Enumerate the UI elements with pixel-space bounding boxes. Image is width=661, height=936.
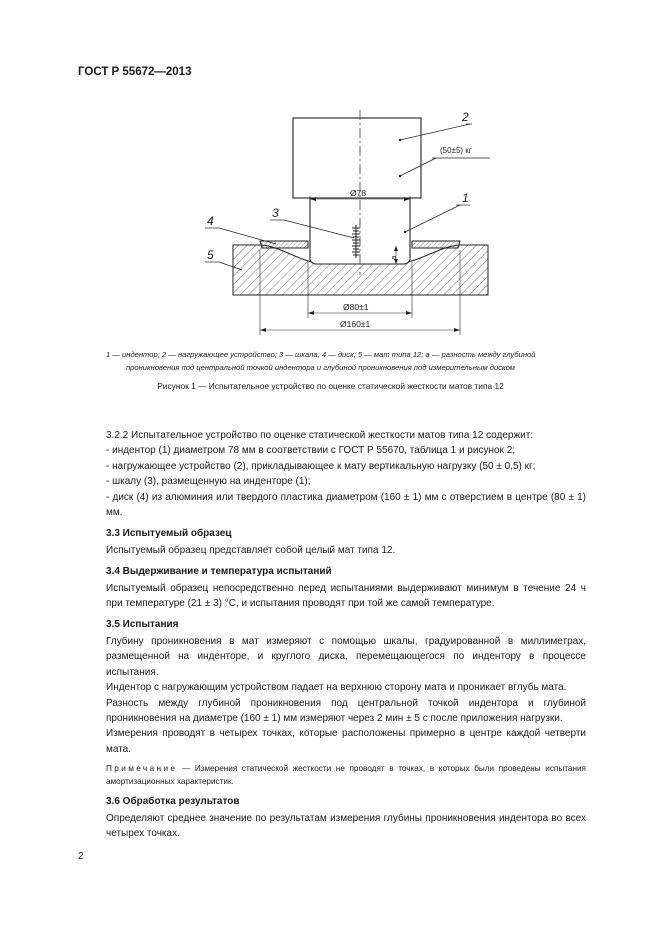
para-3-5-a: Глубину проникновения в мат измеряют с помощью шкалы, градуированной в миллиметрах, размещенной на инденторе, и круглого диска, перемещающегося по индентору в процессе испытания. [106, 635, 586, 678]
note-text: — Измерения статической жесткости не проводят в точках, в которых были проведены испытания амортизационных характеристик. [106, 764, 586, 787]
dim-d80: Ø80±1 [343, 302, 369, 312]
figure-caption: Рисунок 1 — Испытательное устройство по оценке статической жесткости матов типа 12 [157, 381, 504, 391]
heading-3-6: 3.6 Обработка результатов [106, 796, 240, 808]
list-item-scale: - шкалу (3), размещенную на инденторе (1); [106, 476, 311, 488]
disk-left [260, 241, 308, 248]
note [106, 762, 586, 788]
test-device-figure [0, 0, 661, 340]
heading-3-3: 3.3 Испытуемый образец [106, 528, 232, 540]
para-3-6: Определяют среднее значение по результатам измерения глубины проникновения индентора во всех четырех точках. [106, 812, 586, 839]
page-number: 2 [78, 851, 84, 862]
label-2: 2 [462, 110, 469, 124]
note-label: Примечание [106, 764, 178, 774]
para-3-5-c: Разность между глубиной проникновения под центральной точкой индентора и глубиной проникновения на диаметре (160 ± 1) мм измеряют через 2 мин ± 5 с после приложения нагрузки. [106, 697, 586, 724]
list-item-loading: - нагружающее устройство (2), прикладывающее к мату вертикальную нагрузку (50 ± 0,5) кг; [106, 460, 536, 472]
legend-line-1: 1 — индентор; 2 — нагружающее устройство; 3 — шкала; 4 — диск; 5 — мат типа 12; а — разность между глубиной [106, 350, 536, 359]
heading-3-4: 3.4 Выдерживание и температура испытаний [106, 566, 332, 578]
legend-line-2: проникновения под центральной точкой индентора и глубиной проникновения под измерительным диском [126, 363, 516, 372]
label-5: 5 [207, 248, 214, 262]
document-header: ГОСТ Р 55672—2013 [78, 66, 192, 78]
dim-d78: Ø78 [350, 188, 367, 198]
para-3-5-b: Индентор с нагружающим устройством падает на верхнюю сторону мата и проникает вглубь мата. [106, 682, 567, 694]
label-3: 3 [272, 206, 279, 220]
list-item-disk: - диск (4) из алюминия или твердого пластика диаметром (160 ± 1) мм с отверстием в центре (80 ± 1) мм. [106, 491, 586, 519]
para-3-5-d: Измерения проводят в четырех точках, которые расположены примерно в центре каждой четверти мата. [106, 728, 586, 755]
dim-d160: Ø160±1 [340, 319, 371, 329]
list-item-indentor: - индентор (1) диаметром 78 мм в соответствии с ГОСТ Р 55670, таблица 1 и рисунок 2; [106, 445, 516, 457]
mass-label: (50±5) кг [440, 146, 472, 155]
document-body [106, 428, 586, 841]
label-4: 4 [207, 214, 214, 228]
dim-a: a [389, 255, 398, 260]
heading-3-5: 3.5 Испытания [106, 619, 179, 631]
para-3-3: Испытуемый образец представляет собой целый мат типа 12. [106, 544, 396, 556]
disk-right [412, 241, 460, 248]
para-3-2-2: 3.2.2 Испытательное устройство по оценке статической жесткости матов типа 12 содержит: [106, 430, 534, 441]
figure-legend [106, 348, 596, 374]
para-3-4: Испытуемый образец непосредственно перед испытаниями выдерживают минимум в течение 24 ч при температуре (21 ± 3) °С, и испытания проводят при той же самой температуре. [106, 582, 586, 610]
loading-device [293, 118, 421, 198]
label-1: 1 [462, 191, 469, 205]
